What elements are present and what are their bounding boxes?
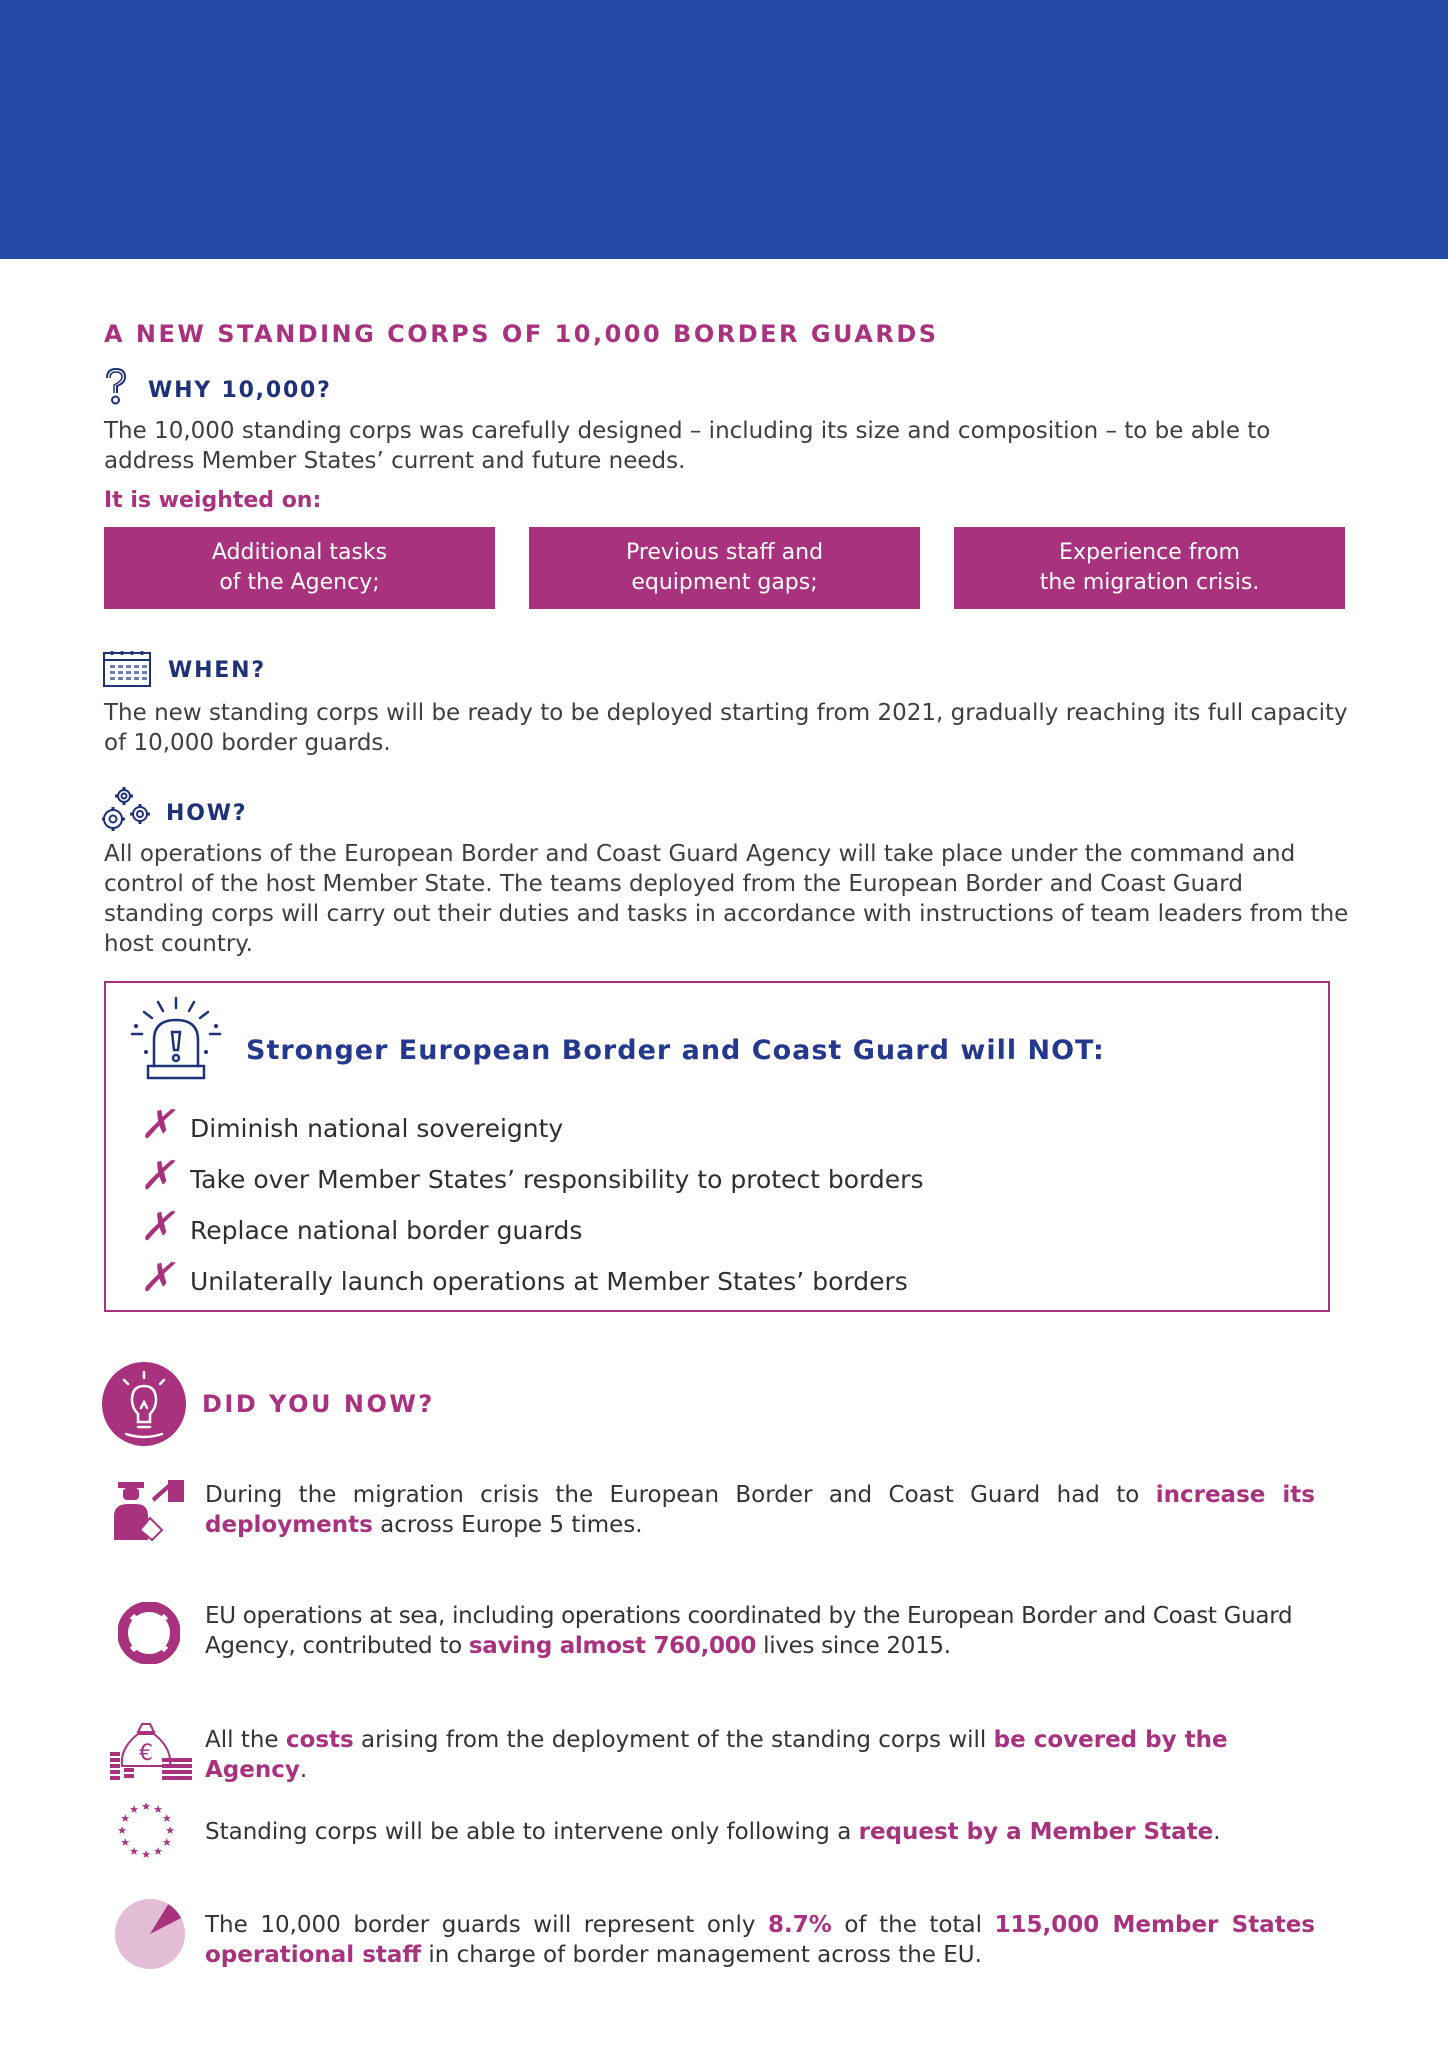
fact-highlight: costs: [285, 1727, 354, 1753]
section-title: A NEW STANDING CORPS OF 10,000 BORDER GUARDS: [104, 320, 939, 348]
fact-text: Standing corps will be able to intervene only following a: [205, 1819, 859, 1845]
weighted-label: It is weighted on:: [104, 488, 322, 513]
fact-text: The 10,000 border guards will represent only: [205, 1912, 769, 1938]
fact-costs: [205, 1725, 1315, 1785]
fact-text: arising from the deployment of the standing corps will: [353, 1727, 994, 1753]
star-icon: ★: [129, 1803, 139, 1817]
when-heading: WHEN?: [168, 658, 266, 683]
x-mark-icon: ✗: [140, 1102, 174, 1148]
star-icon: ★: [117, 1824, 127, 1837]
star-icon: ★: [161, 1812, 172, 1825]
will-not-item: Diminish national sovereignty: [190, 1114, 564, 1143]
when-text: The new standing corps will be ready to be deployed starting from 2021, gradually reaching its full capacity of 10,000 border guards.: [104, 700, 1348, 756]
weight-box-gaps: [529, 527, 920, 609]
fact-highlight: 115,000 Member States operational staff: [205, 1912, 1315, 1968]
gears-icon: [102, 786, 154, 838]
fact-text: During the migration crisis the European Border and Coast Guard had to: [205, 1482, 1156, 1508]
star-icon: ★: [129, 1844, 139, 1858]
life-ring-icon: [118, 1602, 180, 1668]
fact-request: [205, 1817, 1315, 1847]
will-not-box: [104, 981, 1330, 1312]
lightbulb-icon: [102, 1362, 186, 1450]
x-mark-icon: ✗: [140, 1204, 174, 1250]
calendar-icon: [102, 648, 152, 692]
x-mark-icon: ✗: [140, 1153, 174, 1199]
star-icon: ★: [161, 1836, 172, 1849]
weight-box-line: the migration crisis.: [1039, 570, 1260, 595]
did-you-know-title: DID YOU NOW?: [202, 1390, 435, 1418]
star-icon: ★: [153, 1844, 163, 1858]
weight-box-line: Previous staff and: [625, 540, 824, 565]
star-icon: ★: [141, 1848, 151, 1861]
eu-stars-icon: [114, 1798, 178, 1866]
weight-box-line: equipment gaps;: [631, 570, 818, 595]
why-heading: WHY 10,000?: [148, 378, 332, 403]
alarm-siren-icon: [128, 996, 224, 1090]
fact-text: All the: [205, 1727, 286, 1753]
x-mark-icon: ✗: [140, 1255, 174, 1301]
fact-text: EU operations at sea, including operations coordinated by the European Border and Coast Guard Agency, contributed to: [205, 1603, 1293, 1659]
pie-chart-icon: [114, 1898, 186, 1974]
will-not-item: Replace national border guards: [190, 1216, 583, 1245]
how-heading: HOW?: [166, 801, 248, 826]
will-not-item: Take over Member States’ responsibility to protect borders: [190, 1165, 924, 1194]
fact-highlight: request by a Member State: [858, 1819, 1214, 1845]
star-icon: ★: [153, 1803, 163, 1817]
star-icon: ★: [120, 1836, 131, 1849]
question-icon: [102, 366, 130, 410]
border-guard-icon: [114, 1478, 186, 1546]
fact-highlight: be covered by the Agency: [205, 1727, 1228, 1783]
fact-text: .: [1213, 1819, 1221, 1845]
why-text: The 10,000 standing corps was carefully designed – including its size and composition – to be able to address Member States’ current and future needs.: [104, 418, 1271, 474]
weight-box-crisis: [954, 527, 1345, 609]
header-banner: [0, 0, 1448, 259]
fact-text: .: [299, 1757, 308, 1783]
how-text: All operations of the European Border and Coast Guard Agency will take place under the command and control of the host Member State. The teams deployed from the European Border and Coast Guard standing corps will carry out their duties and tasks in accordance with instructions of team leaders from the host country.: [104, 841, 1349, 957]
fact-text: in charge of border management across the EU.: [421, 1942, 982, 1968]
will-not-title: Stronger European Border and Coast Guard will NOT:: [246, 1035, 1105, 1066]
fact-highlight: saving almost 760,000: [468, 1633, 757, 1659]
weight-box-tasks: [104, 527, 495, 609]
star-icon: ★: [120, 1812, 131, 1825]
fact-highlight: increase its deployments: [205, 1482, 1315, 1538]
fact-lives-saved: [205, 1601, 1315, 1661]
money-bag-euro-icon: [108, 1718, 194, 1784]
svg-text:€: €: [139, 1741, 153, 1766]
weight-box-line: Experience from: [1059, 540, 1240, 565]
star-icon: ★: [165, 1824, 175, 1837]
weight-box-line: of the Agency;: [219, 570, 380, 595]
fact-share: [205, 1910, 1315, 1970]
fact-deployments: [205, 1480, 1315, 1540]
weight-box-line: Additional tasks: [211, 540, 388, 565]
fact-text: across Europe 5 times.: [372, 1512, 643, 1538]
fact-text: of the total: [831, 1912, 995, 1938]
fact-text: lives since 2015.: [756, 1633, 951, 1659]
star-icon: ★: [141, 1800, 151, 1813]
fact-highlight: 8.7%: [768, 1912, 832, 1938]
will-not-item: Unilaterally launch operations at Member States’ borders: [190, 1267, 908, 1296]
